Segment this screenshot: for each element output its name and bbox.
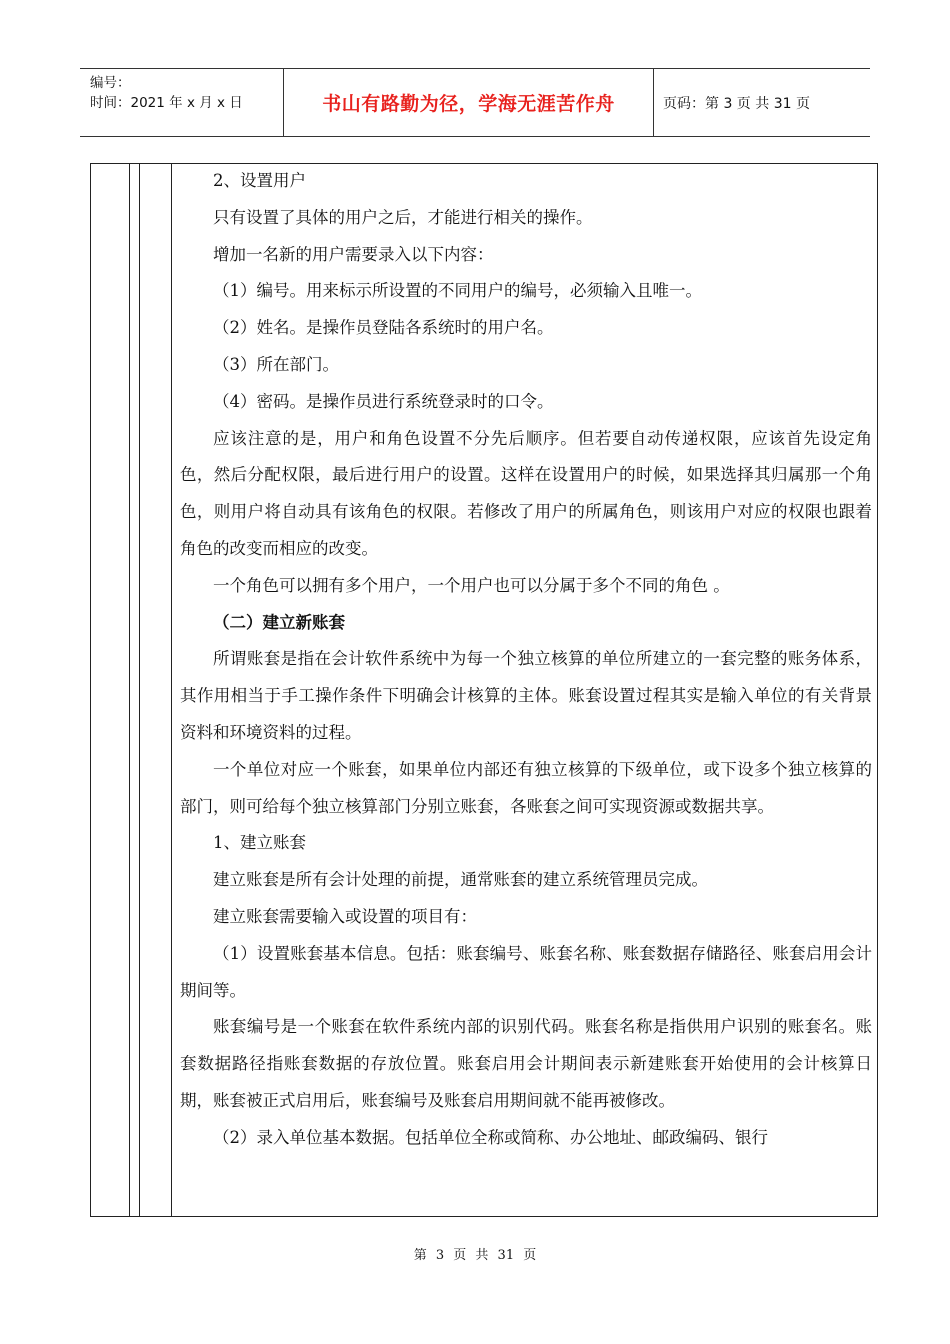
header-page-cell (652, 69, 870, 136)
header-page-code: 页码：第 3 页 共 31 页 (663, 95, 810, 112)
list-item: （1）设置账套基本信息。包括：账套编号、账套名称、账套数据存储路径、账套启用会计期间等。 (180, 943, 872, 1000)
section-heading: 1、建立账套 (213, 833, 306, 853)
document-date-label: 时间：2021 年 x 月 x 日 (90, 95, 243, 111)
list-item: （2）录入单位基本数据。包括单位全称或简称、办公地址、邮政编码、银行 (213, 1127, 768, 1147)
paragraph: 账套编号是一个账套在软件系统内部的识别代码。账套名称是指供用户识别的账套名。账套数据路径指账套数据的存放位置。账套启用会计期间表示新建账套开始使用的会计核算日期，账套被正式启用后，账套编号及账套启用期间就不能再被修改。 (180, 1017, 872, 1110)
paragraph: 应该注意的是，用户和角色设置不分先后顺序。但若要自动传递权限，应该首先设定角色，然后分配权限，最后进行用户的设置。这样在设置用户的时候，如果选择其归属那一个角色，则用户将自动具有该角色的权限。若修改了用户的所属角色，则该用户对应的权限也跟着角色的改变而相应的改变。 (180, 428, 872, 558)
header-info-cell (80, 69, 283, 136)
paragraph: 所谓账套是指在会计软件系统中为每一个独立核算的单位所建立的一套完整的账务体系，其作用相当于手工操作条件下明确会计核算的主体。账套设置过程其实是输入单位的有关背景资料和环境资料的过程。 (180, 649, 872, 742)
list-item: （2）姓名。是操作员登陆各系统时的用户名。 (213, 318, 554, 338)
paragraph: 建立账套需要输入或设置的项目有： (213, 906, 477, 926)
paragraph: 只有设置了具体的用户之后，才能进行相关的操作。 (213, 207, 593, 227)
list-item: （1）编号。用来标示所设置的不同用户的编号，必须输入且唯一。 (213, 281, 702, 301)
header-motto-cell (283, 69, 654, 136)
table-column-divider (171, 164, 172, 1216)
table-column-divider (129, 164, 130, 1216)
list-item: （3）所在部门。 (213, 354, 339, 374)
paragraph: 建立账套是所有会计处理的前提，通常账套的建立系统管理员完成。 (213, 870, 708, 890)
header-motto: 书山有路勤为径，学海无涯苦作舟 (322, 93, 615, 115)
paragraph: 一个单位对应一个账套，如果单位内部还有独立核算的下级单位，或下设多个独立核算的部门，则可给每个独立核算部门分别立账套，各账套之间可实现资源或数据共享。 (180, 759, 872, 816)
list-item: （4）密码。是操作员进行系统登录时的口令。 (213, 391, 554, 411)
paragraph: 一个角色可以拥有多个用户，一个用户也可以分属于多个不同的角色 。 (213, 575, 730, 595)
paragraph: 增加一名新的用户需要录入以下内容： (213, 244, 494, 264)
section-heading: 2、设置用户 (213, 171, 306, 190)
table-column-divider (139, 164, 140, 1216)
section-heading: （二）建立新账套 (213, 612, 345, 632)
document-body (180, 163, 872, 1157)
page-footer: 第 3 页 共 31 页 (413, 1248, 537, 1263)
document-number-label: 编号： (90, 75, 131, 91)
page-header (80, 68, 870, 137)
